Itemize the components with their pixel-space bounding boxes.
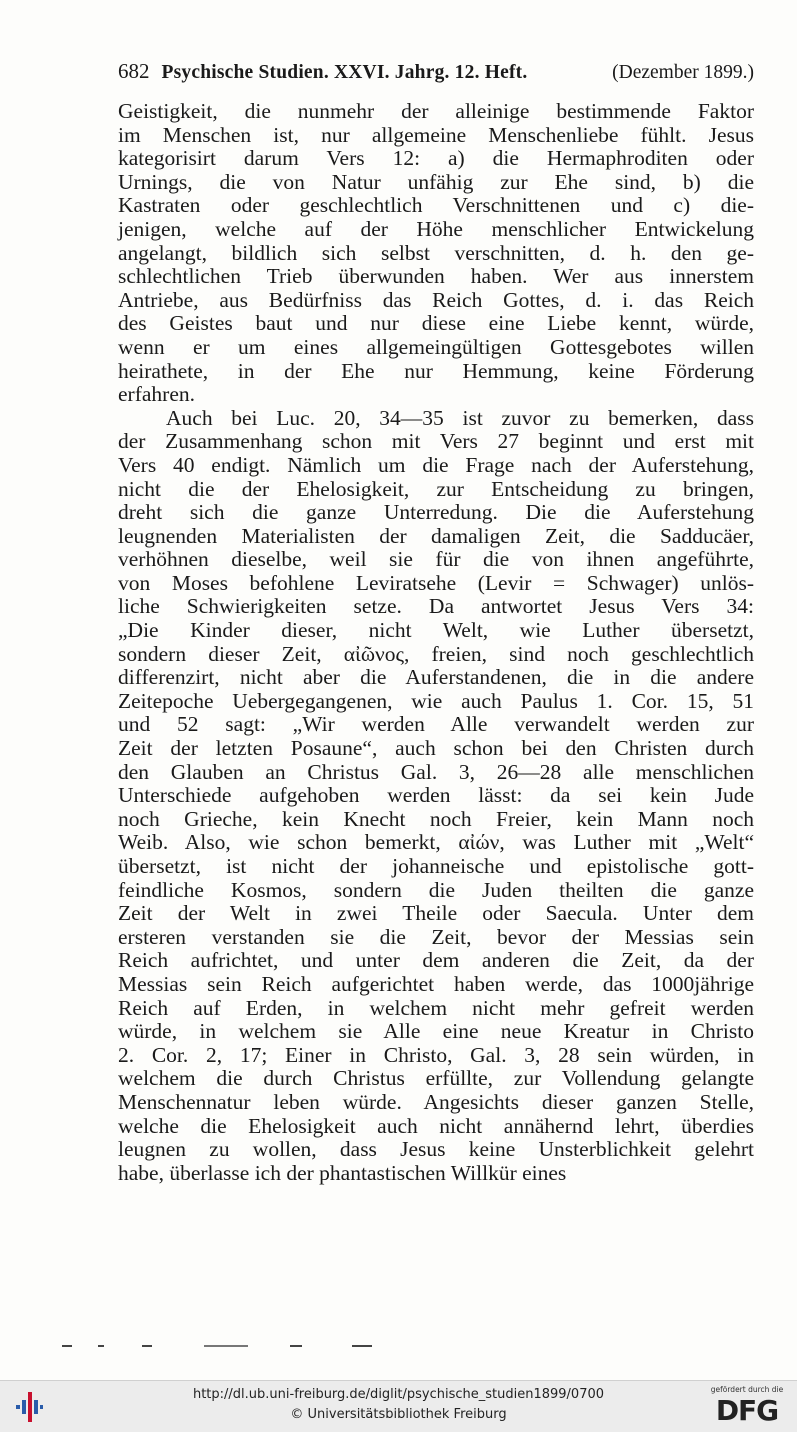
dfg-caption: gefördert durch die: [710, 1385, 784, 1394]
text-line: Urnings, die von Natur unfähig zur Ehe sind, b) die: [118, 169, 754, 194]
text-line: welche die Ehelosigkeit auch nicht annähernd lehrt, überdies: [118, 1113, 754, 1138]
text-line: Antriebe, aus Bedürfniss das Reich Gottes, d. i. das Reich: [118, 287, 754, 312]
text-line: Vers 40 endigt. Nämlich um die Frage nach der Auferstehung,: [118, 452, 754, 477]
text-line: kategorisirt darum Vers 12: a) die Hermaphroditen oder: [118, 146, 754, 171]
journal-title: Psychische Studien. XXVI. Jahrg. 12. Heft.: [161, 62, 528, 83]
text-line: im Menschen ist, nur allgemeine Menschenliebe fühlt. Jesus: [118, 122, 754, 147]
viewer-footer: [0, 1380, 797, 1432]
text-line: Menschennatur leben würde. Angesichts dieser ganzen Stelle,: [118, 1089, 754, 1114]
text-line: den Glauben an Christus Gal. 3, 26—28 alle menschlichen: [118, 759, 754, 784]
text-line: liche Schwierigkeiten setze. Da antwortet Jesus Vers 34:: [118, 594, 754, 619]
issue-date: (Dezember 1899.): [612, 62, 754, 83]
copyright-notice: © Universitätsbibliothek Freiburg: [290, 1407, 507, 1422]
text-line: jenigen, welche auf der Höhe menschlicher Entwickelung: [118, 216, 754, 241]
text-line: der Zusammenhang schon mit Vers 27 beginnt und erst mit: [118, 429, 754, 454]
text-line: Auch bei Luc. 20, 34—35 ist zuvor zu bemerken, dass: [166, 405, 754, 430]
text-line: Zeit der letzten Posaune“, auch schon bei den Christen durch: [118, 736, 754, 761]
text-line: erfahren.: [118, 382, 195, 407]
permalink-url[interactable]: http://dl.ub.uni-freiburg.de/diglit/psychische_studien1899/0700: [192, 1387, 605, 1402]
page-number: 682: [118, 59, 150, 83]
text-line: dreht sich die ganze Unterredung. Die die Auferstehung: [118, 500, 754, 525]
text-line: und 52 sagt: „Wir werden Alle verwandelt werden zur: [118, 712, 754, 737]
body-text: [118, 100, 754, 1185]
scan-artifact-marks: [60, 1343, 400, 1349]
text-line: leugnenden Materialisten der damaligen Zeit, die Sadducäer,: [118, 523, 754, 548]
running-header: [118, 58, 754, 86]
text-line: Unterschiede aufgehoben werden lässt: da sei kein Jude: [118, 783, 754, 808]
text-line: Reich auf Erden, in welchem nicht mehr gefreit werden: [118, 995, 754, 1020]
text-line: von Moses befohlene Leviratsehe (Levir = Schwager) unlös-: [118, 570, 754, 595]
text-line: Messias sein Reich aufgerichtet haben werde, das 1000jährige: [118, 971, 754, 996]
text-line: differenzirt, nicht aber die Auferstandenen, die in die andere: [118, 665, 754, 690]
text-line: leugnen zu wollen, dass Jesus keine Unsterblichkeit gelehrt: [118, 1137, 754, 1162]
text-line: wenn er um eines allgemeingültigen Gottesgebotes willen: [118, 334, 754, 359]
dfg-funding-badge: [705, 1385, 789, 1429]
text-line: Zeitepoche Uebergegangenen, wie auch Paulus 1. Cor. 15, 51: [118, 688, 754, 713]
text-line: „Die Kinder dieser, nicht Welt, wie Luther übersetzt,: [118, 618, 754, 643]
text-line: noch Grieche, kein Knecht noch Freier, kein Mann noch: [118, 806, 754, 831]
text-line: Reich aufrichtet, und unter dem anderen die Zeit, da der: [118, 948, 754, 973]
dfg-logo: DFG: [715, 1394, 779, 1427]
text-line: Zeit der Welt in zwei Theile oder Saecula. Unter dem: [118, 901, 754, 926]
text-line: verhöhnen dieselbe, weil sie für die von ihnen angeführte,: [118, 547, 754, 572]
text-line: angelangt, bildlich sich selbst verschnitten, d. h. den ge-: [118, 240, 754, 265]
text-line: Kastraten oder geschlechtlich Verschnittenen und c) die-: [118, 193, 754, 218]
text-line: sondern dieser Zeit, αἰῶνος, freien, sind noch geschlechtlich: [118, 641, 754, 666]
text-line: nicht die der Ehelosigkeit, zur Entscheidung zu bringen,: [118, 476, 754, 501]
text-line: des Geistes baut und nur diese eine Liebe kennt, würde,: [118, 311, 754, 336]
text-line: schlechtlichen Trieb überwunden haben. Wer aus innerstem: [118, 264, 754, 289]
text-line: Weib. Also, wie schon bemerkt, αἰών, was Luther mit „Welt“: [118, 830, 754, 855]
text-line: Geistigkeit, die nunmehr der alleinige bestimmende Faktor: [118, 99, 754, 123]
text-line: 2. Cor. 2, 17; Einer in Christo, Gal. 3, 28 sein würden, in: [118, 1042, 754, 1067]
text-line: würde, in welchem sie Alle eine neue Kreatur in Christo: [118, 1019, 754, 1044]
text-line: übersetzt, ist nicht der johanneische und epistolische gott-: [118, 854, 754, 878]
text-line: habe, überlasse ich der phantastischen Willkür eines: [118, 1160, 567, 1185]
text-line: ersteren verstanden sie die Zeit, bevor der Messias sein: [118, 924, 754, 949]
text-line: feindliche Kosmos, sondern die Juden theilten die ganze: [118, 877, 754, 902]
text-line: heirathete, in der Ehe nur Hemmung, keine Förderung: [118, 358, 754, 383]
text-line: welchem die durch Christus erfüllte, zur Vollendung gelangte: [118, 1066, 754, 1091]
